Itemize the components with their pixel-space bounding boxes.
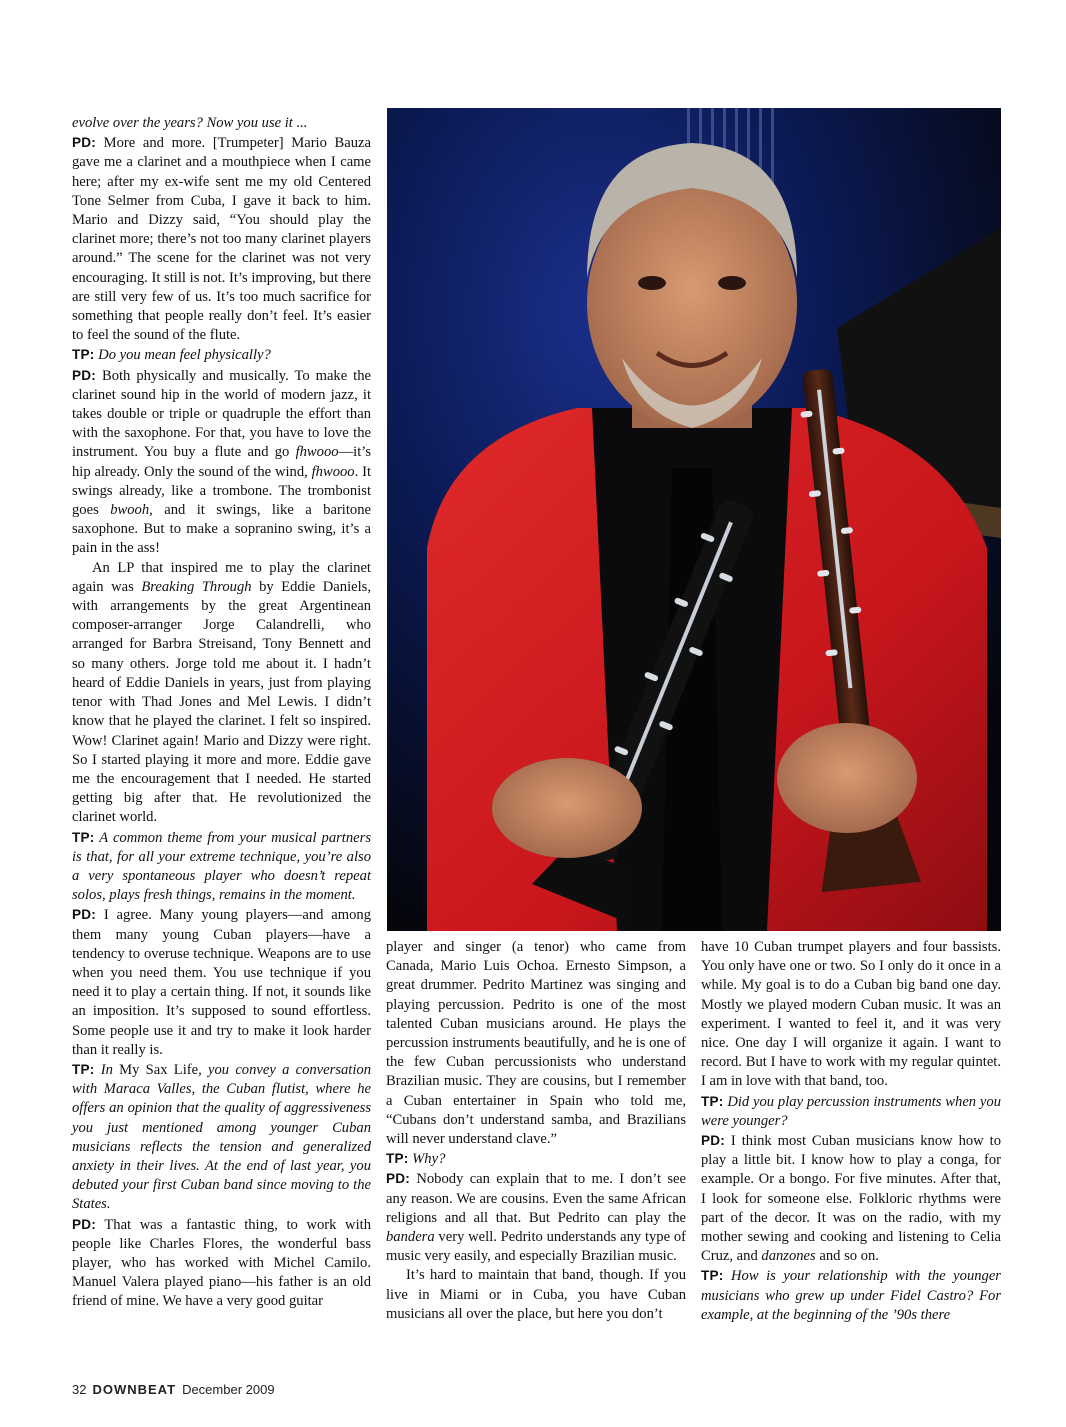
question-text: Did you play percussion instruments when you were younger? [701,1093,1001,1129]
body-text: player and singer (a tenor) who came from Canada, Mario Luis Ochoa. Ernesto Simpson, a great drummer. Pedrito Martinez was singing and playing percussion. Pedrito is one of the most talented Cuban musicians around. He plays the percussion instruments beautifully, and he is one of the few Cuban percussionists who understand Brazilian music. They are cousins, but I remember a Cuban entertainer in Spain who told me, “Cubans don’t understand samba, and Brazilians will never understand clave.” [386,939,686,1148]
article-column-middle [386,938,686,1324]
body-text: —it’s hip already. Only the sound of the wind, [72,444,371,480]
paragraph [72,114,371,133]
body-text: I think most Cuban musicians know how to play a little bit. I know how to play a conga, for example. Or a bongo. For five minutes. After that, I look for someone else. Folkloric rhythms were part of the decor. It was on the radio, with my mother sewing and cooking and listening to Celia Cruz, and [701,1133,1001,1265]
speaker-label: TP: [72,347,95,363]
body-text: have 10 Cuban trumpet players and four bassists. You only have one or two. So I only do it once in a while. My goal is to do a Cuban big band one day. Mostly we played modern Cuban music. It was an experiment. I wanted to feel it, and it was very nice. One day I will organize it again. I want to record. But I have to work with my regular quintet. I am in love with that band, too. [701,939,1001,1090]
speaker-label: TP: [386,1151,409,1167]
paragraph [72,905,371,1060]
speaker-label: TP: [701,1268,724,1284]
right-hand [777,723,917,833]
body-text: An LP that inspired me to play the clarinet again was [72,559,371,595]
title-reference: My Sax Life [119,1061,199,1078]
article-column-right [701,938,1001,1325]
question-text: Why? [408,1151,446,1168]
body-text: Nobody can explain that to me. I don’t see any reason. We are cousins. Even the same African religions and all that. But Pedrito can play the [386,1171,686,1226]
italic-text: danzones [761,1248,816,1265]
question-text: Do you mean feel physically? [94,347,271,364]
page-footer [72,1382,275,1397]
paragraph [72,1215,371,1312]
question-text: A common theme from your musical partners is that, for all your extreme technique, you’re also a very spontaneous player who doesn’t repeat solos, plays fresh things, remains in the moment. [72,829,371,904]
speaker-label: TP: [701,1093,724,1109]
portrait-illustration [387,108,1001,931]
left-hand [492,758,642,858]
paragraph [72,828,371,906]
speaker-label: PD: [72,1216,97,1232]
body-text: Both physically and musically. To make the clarinet sound hip in the world of modern jazz, it takes double or triple or quadruple the effort than with the saxophone. For that, you have to love the instrument. You buy a flute and go [72,367,371,461]
body-text: I agree. Many young players—and among them many young Cuban players—have a tendency to overuse technique. Weapons are to use when you need them. You use technique if you need it to play a certain thing. If not, it sounds like an imposition. It’s supposed to sound effortless. Some people use it and try to make it look harder than it really is. [72,907,371,1058]
paragraph [72,559,371,828]
speaker-label: PD: [72,367,97,383]
body-text: very well. Pedrito understands any type of music very easily, and especially Brazilian music. [386,1229,686,1265]
question-text: In [94,1061,120,1078]
question-text: , you convey a conversation with Maraca Valles, the Cuban flutist, where he offers an opinion that the quality of aggressiveness you just mentioned among younger Cuban musicians reflects the tension and generalized anxiety in their lives. At the end of last year, you debuted your first Cuban band since moving to the States. [72,1061,371,1213]
magazine-name: DOWNBEAT [92,1382,177,1397]
body-text: and it swings, like a baritone saxophone. But to make a sopranino swing, it’s a pain in the ass! [72,502,371,557]
paragraph [701,938,1001,1092]
issue-date: December 2009 [182,1382,275,1397]
article-column-left [72,114,371,1312]
paragraph [386,1266,686,1324]
speaker-label: PD: [72,135,97,151]
paragraph [701,1092,1001,1131]
body-text: That was a fantastic thing, to work with people like Charles Flores, the wonderful bass player, who has worked with Michel Camilo. Manuel Valera played piano—his father is an old friend of mine. We have a very good guitar [72,1216,371,1310]
paragraph [72,133,371,345]
italic-text: bwooh, [110,502,153,519]
paragraph [72,1060,371,1215]
speaker-label: PD: [72,907,97,923]
paragraph [386,938,686,1149]
body-text: . It swings already, like a trombone. The trombonist goes [72,463,371,519]
body-text: It’s hard to maintain that band, though. If you live in Miami or in Cuba, you have Cuban musicians all over the place, but here you don’t [386,1267,686,1322]
paragraph [386,1169,686,1266]
speaker-label: TP: [72,1061,95,1077]
paragraph [386,1149,686,1169]
question-text: How is your relationship with the younger musicians who grew up under Fidel Castro? For example, at the beginning of the ’90s there [701,1268,1001,1323]
paragraph [701,1266,1001,1325]
speaker-label: PD: [386,1171,411,1187]
question-text: evolve over the years? Now you use it ... [72,115,308,131]
italic-text: fhwooo [311,463,355,480]
body-text: and so on. [815,1248,879,1265]
body-text: More and more. [Trumpeter] Mario Bauza gave me a clarinet and a mouthpiece when I came here; after my ex-wife sent me my old Centered Tone Selmer from Cuba, I gave it back to him. Mario and Dizzy said, “You should play the clarinet more; there’s not too many clarinet players around.” The scene for the clarinet was not very encouraging. It still is not. It’s improving, but there are still very few of us. It’s too much sacrifice for something that people really don’t feel. It’s easier to feel the sound of the flute. [72,135,371,344]
italic-text: Breaking Through [141,578,252,595]
paragraph [72,345,371,365]
paragraph [72,366,371,559]
speaker-label: TP: [72,829,95,845]
paragraph [701,1131,1001,1266]
page-number: 32 [72,1382,87,1397]
italic-text: bandera [386,1229,435,1246]
italic-text: fhwooo [295,444,339,461]
photo-musician-with-clarinets [387,108,1001,931]
body-text: by Eddie Daniels, with arrangements by the great Argentinean composer-arranger Jorge Calandrelli, who arranged for Barbra Streisand, Tony Bennett and so many others. Jorge told me about it. I hadn’t heard of Eddie Daniels in years, just from playing tenor with Thad Jones and Mel Lewis. I didn’t know that he played the clarinet. I felt so inspired. Wow! Clarinet again! Mario and Dizzy were right. So I started playing it more and more. Eddie gave me the encouragement that I needed. He started getting big after that. He revolutionized the clarinet world. [72,578,371,826]
speaker-label: PD: [701,1133,726,1149]
